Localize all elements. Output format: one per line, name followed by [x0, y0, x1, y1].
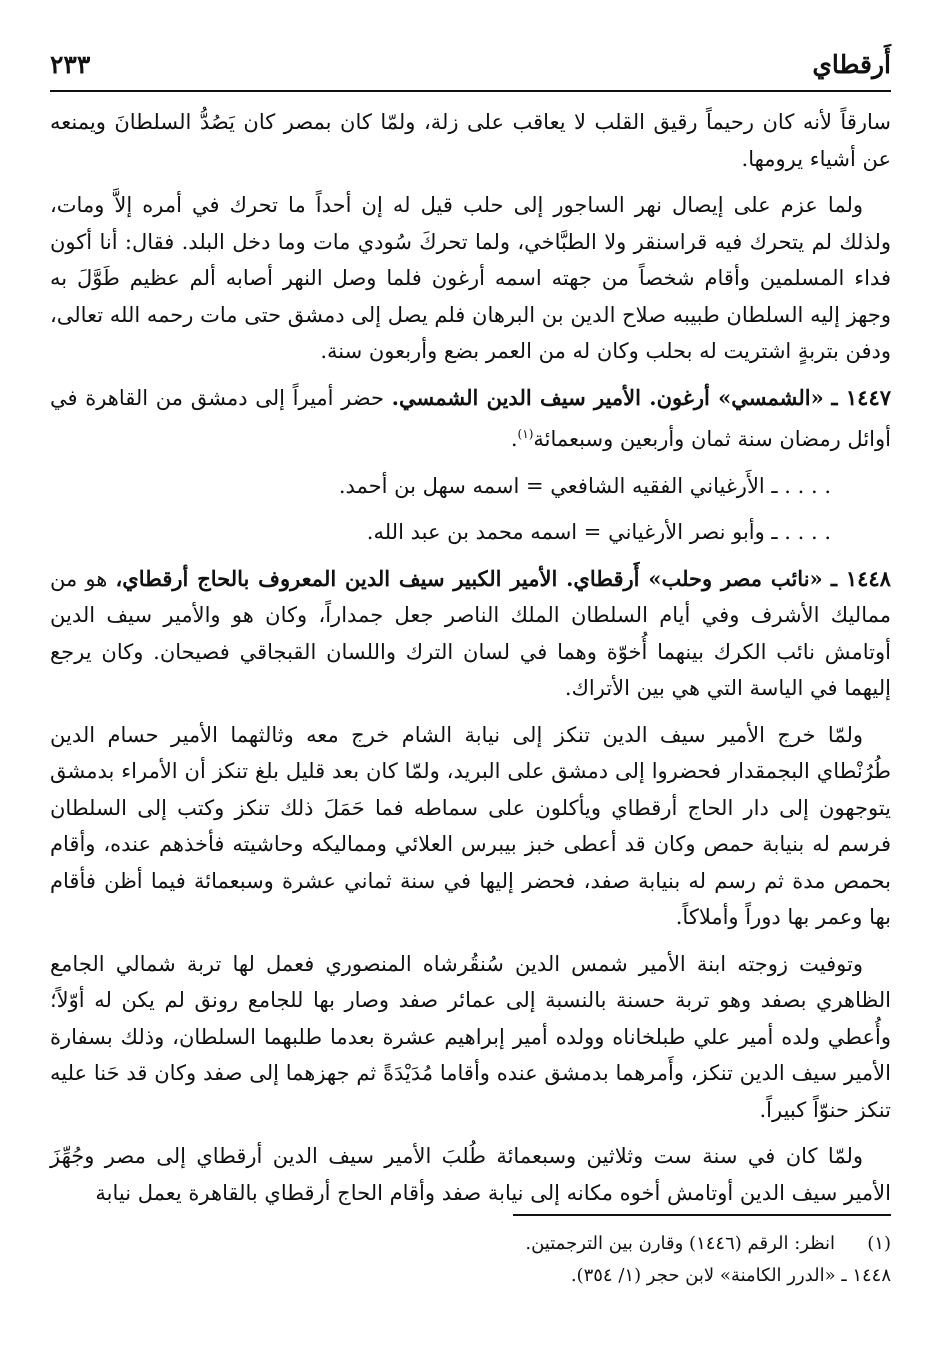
entry-heading: «نائب مصر وحلب» أَرقطاي. الأمير الكبير سيف الدين المعروف بالحاج أرقطاي، [115, 565, 823, 591]
footnote-mark: (١) [517, 427, 534, 441]
entry-number: ١٤٤٧ ـ [831, 384, 892, 410]
cross-reference-1: . . . . ـ الأَرغياني الفقيه الشافعي = اسمه سهل بن أحمد. [338, 473, 831, 498]
paragraph-4: وتوفيت زوجته ابنة الأمير شمس الدين سُنقُرشاه المنصوري فعمل لها تربة شمالي الجامع الظاهري بصفد وهو تربة حسنة بالنسبة إلى عمائر صفد وصار بها للجامع رونق لم يكن له أوّلاً؛ وأُعطي ولده أمير علي طبلخاناه وولده أمير إبراهيم عشرة بعدما طلبهما السلطان، وذلك بسفارة الأمير سيف الدين تنكز، وأَمرهما بدمشق عنده وأقاما مُدَيْدَةً ثم جهزهما إلى صفد وكان قد حَنا عليه تنكز حنوّاً كبيراً. [50, 951, 891, 1122]
footnote-1 [50, 1228, 891, 1260]
header-divider [50, 90, 891, 92]
entry-1448 [50, 561, 891, 707]
footnote-divider [513, 1214, 891, 1216]
footnote-number: (١) [867, 1233, 891, 1254]
entry-number: ١٤٤٨ ـ [830, 565, 891, 591]
running-title: أَرقطاي [812, 49, 891, 79]
entry-text: هو من مماليك الأشرف وفي أيام السلطان الملك الناصر جعل جمداراً، وكان هو والأمير سيف الدين أوتامش نائب الكرك بينهما أُخوّة وهما في لسان الترك واللسان القبجاقي فصيحان. وكان يرجع إليهما في الياسة التي هي بين الأتراك. [50, 566, 891, 700]
main-text [50, 104, 891, 1221]
entry-text: حضر أميراً إلى دمشق من القاهرة في أوائل رمضان سنة ثمان وأربعين وسبعمائة [50, 385, 891, 451]
cross-reference-2: . . . . ـ وأبو نصر الأرغياني = اسمه محمد بن عبد الله. [366, 520, 831, 544]
page-header [50, 40, 891, 88]
footnote-text: انظر: الرقم (١٤٤٦) وقارن بين الترجمتين. [525, 1233, 835, 1254]
paragraph-5: ولمّا كان في سنة ست وثلاثين وسبعمائة طُلبَ الأمير سيف الدين أرقطاي إلى مصر وجُهِّزَ الأمير سيف الدين أوتامش أخوه مكانه إلى نيابة صفد وأقام الحاج أرقطاي بالقاهرة يعمل نيابة [50, 1144, 891, 1205]
entry-1447 [50, 380, 891, 458]
paragraph-1: سارقاً لأنه كان رحيماً رقيق القلب لا يعاقب على زلة، ولمّا كان بمصر كان يَصُدُّ السلطانَ ويمنعه عن أشياء يرومها. [50, 110, 891, 171]
paragraph-3: ولمّا خرج الأمير سيف الدين تنكز إلى نيابة الشام خرج معه وثالثهما الأمير حسام الدين طُرُنْطاي البجمقدار فحضروا إلى دمشق على البريد، ولمّا كان بعد قليل بلغ تنكز أن الأمراء بدمشق يتوجهون إلى دار الحاج أرقطاي ويأكلون على سماطه فما حَمَلَ ذلك تنكز وكتب إلى السلطان فرسم له بنيابة حمص وكان قد أعطى خبز بيبرس العلائي ومماليكه وحاشيته فأخذهم عنده، وأقام بحمص مدة ثم رسم له بنيابة صفد، فحضر إليها في سنة ثماني عشرة وسبعمائة فيما أظن فأقام بها وعمر بها دوراً وأملاكاً. [50, 722, 891, 929]
footnotes [50, 1228, 891, 1292]
entry-heading: «الشمسي» أرغون. الأمير سيف الدين الشمسي. [391, 384, 824, 410]
paragraph-2: ولما عزم على إيصال نهر الساجور إلى حلب قيل له إن أحداً ما تحرك في أمره إلاَّ ومات، ولذلك لم يتحرك فيه قراسنقر ولا الطبَّاخي، ولما تحركَ سُودي مات وما دخل البلد. فقال: أنا أكون فداء المسلمين وأقام شخصاً من جهته اسمه أرغون فلما وصل النهر أصابه ألم عظيم طَوَّلَ به وجهز إليه السلطان طبيبه صلاح الدين بن البرهان فلم يصل إلى دمشق حتى مات رحمه الله تعالى، ودفن بتربةٍ اشتريت له بحلب وكان له من العمر بضع وأربعون سنة. [50, 193, 891, 363]
page-number: ٢٣٣ [50, 49, 91, 79]
entry-end: . [510, 427, 518, 451]
footnote-source: ١٤٤٨ ـ «الدرر الكامنة» لابن حجر (١/ ٣٥٤). [570, 1265, 891, 1286]
